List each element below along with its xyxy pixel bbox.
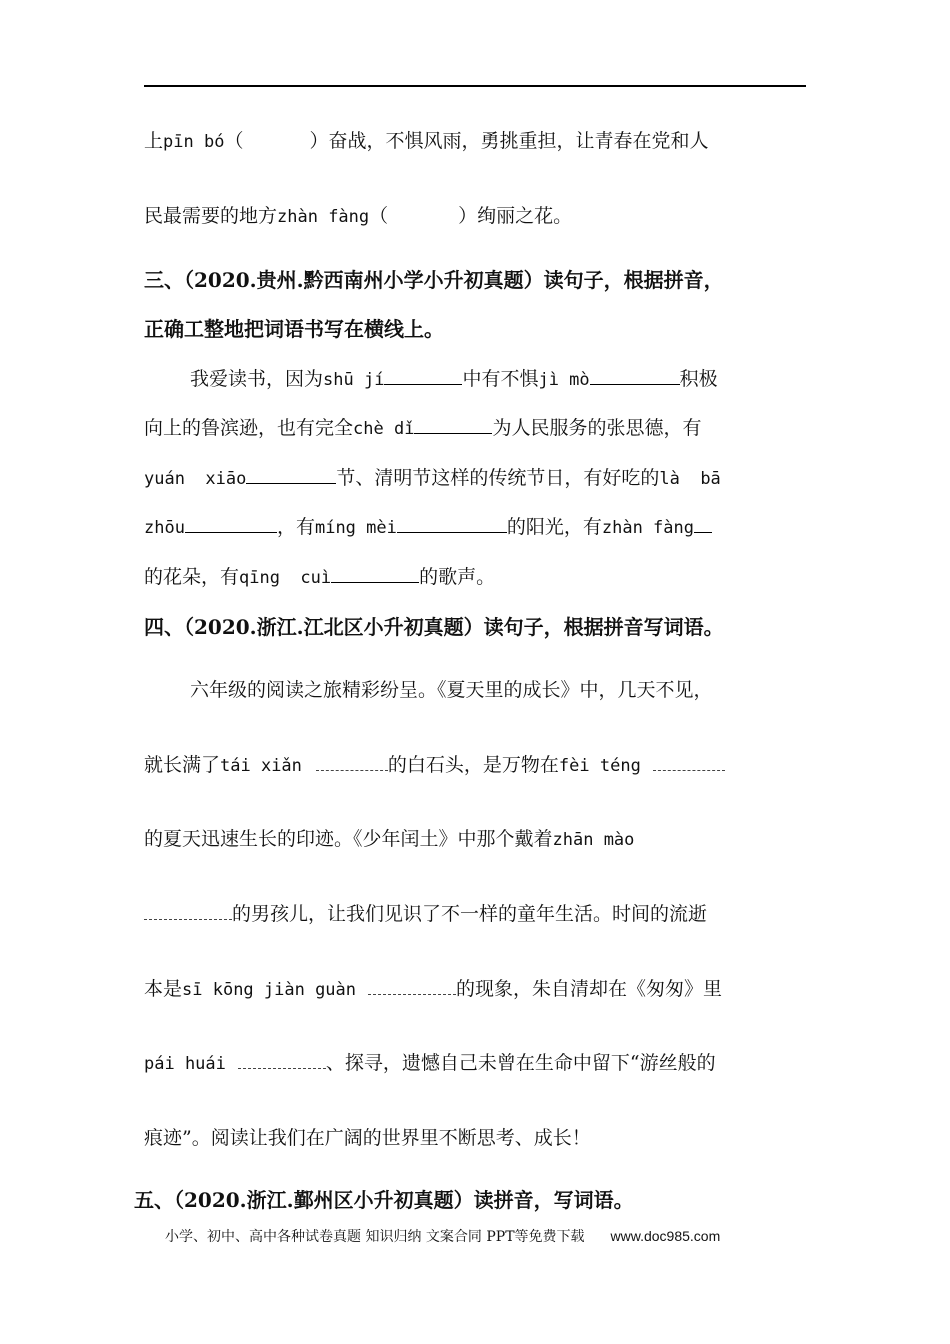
footer-url[interactable]: www.doc985.com	[610, 1228, 721, 1244]
answer-blank[interactable]	[238, 1050, 326, 1069]
pinyin: pīn bó	[163, 132, 225, 152]
q4-line-4	[144, 901, 707, 927]
pinyin: shū jí	[323, 370, 385, 390]
pinyin: fèi téng	[558, 756, 641, 776]
answer-blank[interactable]	[653, 752, 725, 771]
answer-blank[interactable]	[590, 366, 680, 385]
bracket-close: ）	[309, 130, 329, 152]
text: 积极	[679, 368, 718, 390]
q4-line-2	[144, 752, 725, 779]
q3-line-3	[144, 465, 721, 492]
answer-blank[interactable]	[414, 415, 492, 434]
footer-text: 小学、初中、高中各种试卷真题 知识归纳 文案合同 PPT等免费下载	[165, 1229, 585, 1245]
text: 的男孩儿，让我们见识了不一样的童年生活。时间的流逝	[232, 903, 708, 925]
q3-line-4	[144, 514, 712, 541]
bracket-open: （	[224, 130, 244, 152]
pinyin: sī kōng jiàn guàn	[182, 980, 357, 1000]
q4-line-1: 六年级的阅读之旅精彩纷呈。《夏天里的成长》中，几天不见，	[190, 679, 713, 701]
text: 就长满了	[144, 754, 221, 776]
footer	[165, 1226, 720, 1246]
q5-heading: 五、（2020.浙江.鄞州区小升初真题）读拼音，写词语。	[134, 1188, 634, 1212]
pinyin: zhān mào	[552, 830, 635, 850]
answer-blank[interactable]	[384, 366, 462, 385]
text: 中有不惧	[462, 368, 539, 390]
text: 、探寻，遗憾自己未曾在生命中留下“游丝般的	[325, 1052, 716, 1074]
intro-line-1	[144, 128, 708, 155]
answer-blank[interactable]	[185, 514, 277, 533]
bracket-open: （	[369, 205, 389, 227]
pinyin: zhàn fàng	[277, 207, 370, 227]
text: 节、清明节这样的传统节日，有好吃的	[336, 467, 660, 489]
answer-blank[interactable]	[144, 901, 232, 920]
text: 绚丽之花。	[477, 205, 573, 227]
intro-line-2	[144, 203, 572, 230]
text: 民最需要的地方	[144, 205, 278, 227]
q4-line-3	[144, 826, 634, 853]
text: 上	[144, 130, 164, 152]
pinyin: là bā	[659, 469, 721, 489]
pinyin: míng mèi	[314, 518, 397, 538]
pinyin: pái huái	[144, 1054, 226, 1074]
pinyin: chè dǐ	[353, 419, 415, 439]
q3-line-1	[190, 366, 718, 393]
text: 的现象，朱自清却在《匆匆》里	[456, 978, 723, 1000]
pinyin: tái xiǎn	[220, 756, 302, 776]
text: 奋战，不惧风雨，勇挑重担，让青春在党和人	[328, 130, 709, 152]
answer-blank[interactable]	[316, 752, 388, 771]
text: ，有	[276, 516, 315, 538]
text: 的夏天迅速生长的印迹。《少年闰土》中那个戴着	[144, 828, 553, 850]
pinyin: yuán xiāo	[144, 469, 247, 489]
text: 为人民服务的张思德，有	[492, 417, 702, 439]
bracket-close: ）	[458, 205, 478, 227]
text: 向上的鲁滨逊，也有完全	[144, 417, 354, 439]
pinyin: jì mò	[538, 370, 590, 390]
answer-blank[interactable]	[331, 564, 419, 583]
q4-heading: 四、（2020.浙江.江北区小升初真题）读句子，根据拼音写词语。	[144, 615, 724, 639]
q4-line-7: 痕迹”。阅读让我们在广阔的世界里不断思考、成长！	[144, 1127, 591, 1149]
q4-line-6	[144, 1050, 716, 1077]
q3-heading-line-2: 正确工整地把词语书写在横线上。	[144, 317, 444, 341]
answer-blank[interactable]	[397, 514, 507, 533]
q3-line-2	[144, 415, 701, 442]
text: 的白石头，是万物在	[387, 754, 559, 776]
pinyin: qīng cuì	[239, 568, 332, 588]
text: 的阳光，有	[506, 516, 602, 538]
answer-blank[interactable]	[694, 514, 712, 533]
text: 我爱读书，因为	[190, 368, 324, 390]
q4-line-5	[144, 976, 722, 1003]
text: 的花朵，有	[144, 566, 240, 588]
pinyin: zhōu	[144, 518, 185, 538]
q3-heading-line-1: 三、（2020.贵州.黔西南州小学小升初真题）读句子，根据拼音，	[144, 268, 724, 292]
pinyin: zhàn fàng	[601, 518, 694, 538]
text: 本是	[144, 978, 183, 1000]
answer-blank[interactable]	[368, 976, 456, 995]
top-rule	[144, 85, 806, 87]
answer-blank[interactable]	[246, 465, 336, 484]
q3-line-5	[144, 564, 495, 591]
text: 的歌声。	[419, 566, 496, 588]
